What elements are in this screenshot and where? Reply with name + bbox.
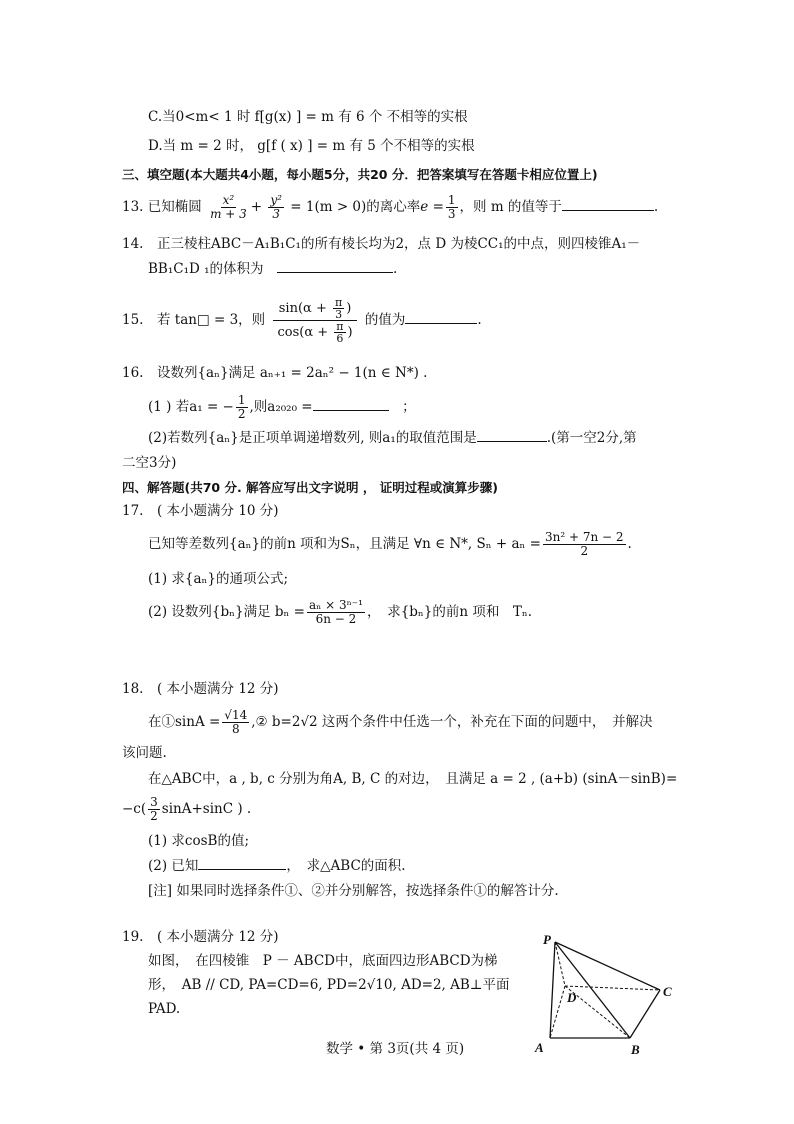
q18-desc-cont: −c( $\frac{3}{2}$ sinA+sinC ) . xyxy=(122,795,252,823)
q15-post: 的值为 xyxy=(364,312,406,328)
q18-part2: (2) 已知 ， 求△ABC的面积. xyxy=(148,858,406,874)
label-D: D xyxy=(567,990,577,1005)
q16-stem: 16. 设数列{aₙ}满足 aₙ₊₁ = 2aₙ² − 1(n ∈ N*) . xyxy=(122,365,428,381)
q16-blank-2 xyxy=(477,429,547,442)
q16-part2: (2)若数列{aₙ}是正项单调递增数列, 则a₁的取值范围是 .(第一空2分,第 xyxy=(148,430,637,446)
label-P: P xyxy=(543,932,551,947)
option-d: D.当 m = 2 时， g[f ( x) ] = m 有 5 个不相等的实根 xyxy=(148,138,475,154)
section3-heading: 三、填空题(本大题共4小题，每小题5分，共20 分．把答案填写在答题卡相应位置上) xyxy=(122,167,598,182)
q19-line1: 如图， 在四棱锥 P － ABCD中，底面四边形ABCD为梯 xyxy=(148,953,498,969)
q18-part1: (1) 求cosB的值; xyxy=(148,833,249,849)
q19-title: 19. ( 本小题满分 12 分) xyxy=(122,929,279,945)
q18-condition: 在①sinA = $\frac{√14}{8}$ ,② b=2√2 这两个条件中任选一个，补充在下面的问题中， 并解决 xyxy=(148,708,653,736)
q15-pre: 若 tan□ = 3，则 xyxy=(156,312,266,328)
q16-part1: (1 ) 若a₁ = − $\frac{1}{2}$ ,则a₂₀₂₀ = ； xyxy=(148,393,416,421)
q17-part1: (1) 求{aₙ}的通项公式; xyxy=(148,571,289,587)
q13-mid: 的离心率 xyxy=(366,199,421,215)
edge-PA xyxy=(550,942,555,1038)
q13-pre: 已知椭圆 xyxy=(147,199,202,215)
q15-frac: sin(α + $\frac{\pi}{3}$ ) cos(α + $\frac{\pi}{6}$ ) xyxy=(271,297,358,344)
q14-line1: 14. 正三棱柱ABC－A₁B₁C₁的所有棱长均为2，点 D 为棱CC₁的中点，则四棱锥A₁－ xyxy=(122,236,641,252)
label-B: B xyxy=(631,1042,640,1057)
option-c: C.当0<m< 1 时 f[g(x) ] = m 有 6 个 不相等的实根 xyxy=(148,109,468,125)
pyramid-figure xyxy=(525,930,685,1058)
q13-frac-y: $\frac{\text{y²}}{3}$ xyxy=(270,193,282,221)
q19-line3: PAD. xyxy=(148,1001,181,1017)
q17-title: 17. ( 本小题满分 10 分) xyxy=(122,503,279,519)
section4-heading: 四、解答题(共70 分. 解答应写出文字说明 ， 证明过程或演算步骤) xyxy=(122,480,498,495)
q13-frac-e: $\frac{1}{3}$ xyxy=(447,193,456,221)
q17-stem: 已知等差数列{aₙ}的前n 项和为Sₙ，且满足 ∀n ∈ N*, Sₙ + aₙ = $\frac{\text{3n² + 7n − 2}}{2}$ . xyxy=(148,530,632,558)
edge-DC xyxy=(565,986,660,990)
q16-part2-cont: 二空3分) xyxy=(122,455,177,471)
q19-line2: 形， AB // CD, PA=CD=6, PD=2√10, AD=2, AB⊥平面 xyxy=(148,977,510,993)
q18-desc: 在△ABC中，a , b, c 分别为角A, B, C 的对边， 且满足 a = 2 , (a+b) (sinA－sinB)= xyxy=(148,771,678,787)
q13: 13. 已知椭圆 $\frac{\text{x²}}{m + 3}$ + $\frac{\text{y²}}{3}$ = 1(m > 0)的离心率e = $\frac{1}{3}$ ，则 m 的值等于 . xyxy=(122,193,659,221)
label-A: A xyxy=(535,1040,544,1055)
q18-title: 18. ( 本小题满分 12 分) xyxy=(122,681,279,697)
q13-blank xyxy=(562,198,654,211)
q18-condition-cont: 该问题. xyxy=(122,745,167,761)
edge-PC xyxy=(555,942,660,990)
q18-blank xyxy=(198,857,286,870)
label-C: C xyxy=(663,984,672,999)
q16-blank-1 xyxy=(313,398,389,411)
q18-note: [注] 如果同时选择条件①、②并分别解答，按选择条件①的解答计分. xyxy=(148,883,559,899)
page-footer: 数学 • 第 3页(共 4 页) xyxy=(326,1041,465,1057)
q13-eq: = 1(m > 0) xyxy=(290,199,367,215)
q15-blank xyxy=(405,311,477,324)
q14-line2: BB₁C₁D ₁的体积为 . xyxy=(148,261,398,277)
q13-e: e = xyxy=(420,199,444,215)
q17-part2: (2) 设数列{bₙ}满足 bₙ = $\frac{\text{aₙ × 3ⁿ⁻¹}}{6n - 2}$ ， 求{bₙ}的前n 项和 Tₙ. xyxy=(148,598,532,626)
q13-frac-x: $\frac{\text{x²}}{m + 3}$ xyxy=(210,193,247,221)
q13-post: ，则 m 的值等于 xyxy=(459,199,562,215)
q14-blank xyxy=(277,260,393,273)
edge-BC xyxy=(630,990,660,1038)
q15: 15. 若 tan□ = 3，则 sin(α + $\frac{\pi}{3}$ ) cos(α + $\frac{\pi}{6}$ ) 的值为 . xyxy=(122,296,482,345)
q13-num: 13. xyxy=(122,199,144,215)
